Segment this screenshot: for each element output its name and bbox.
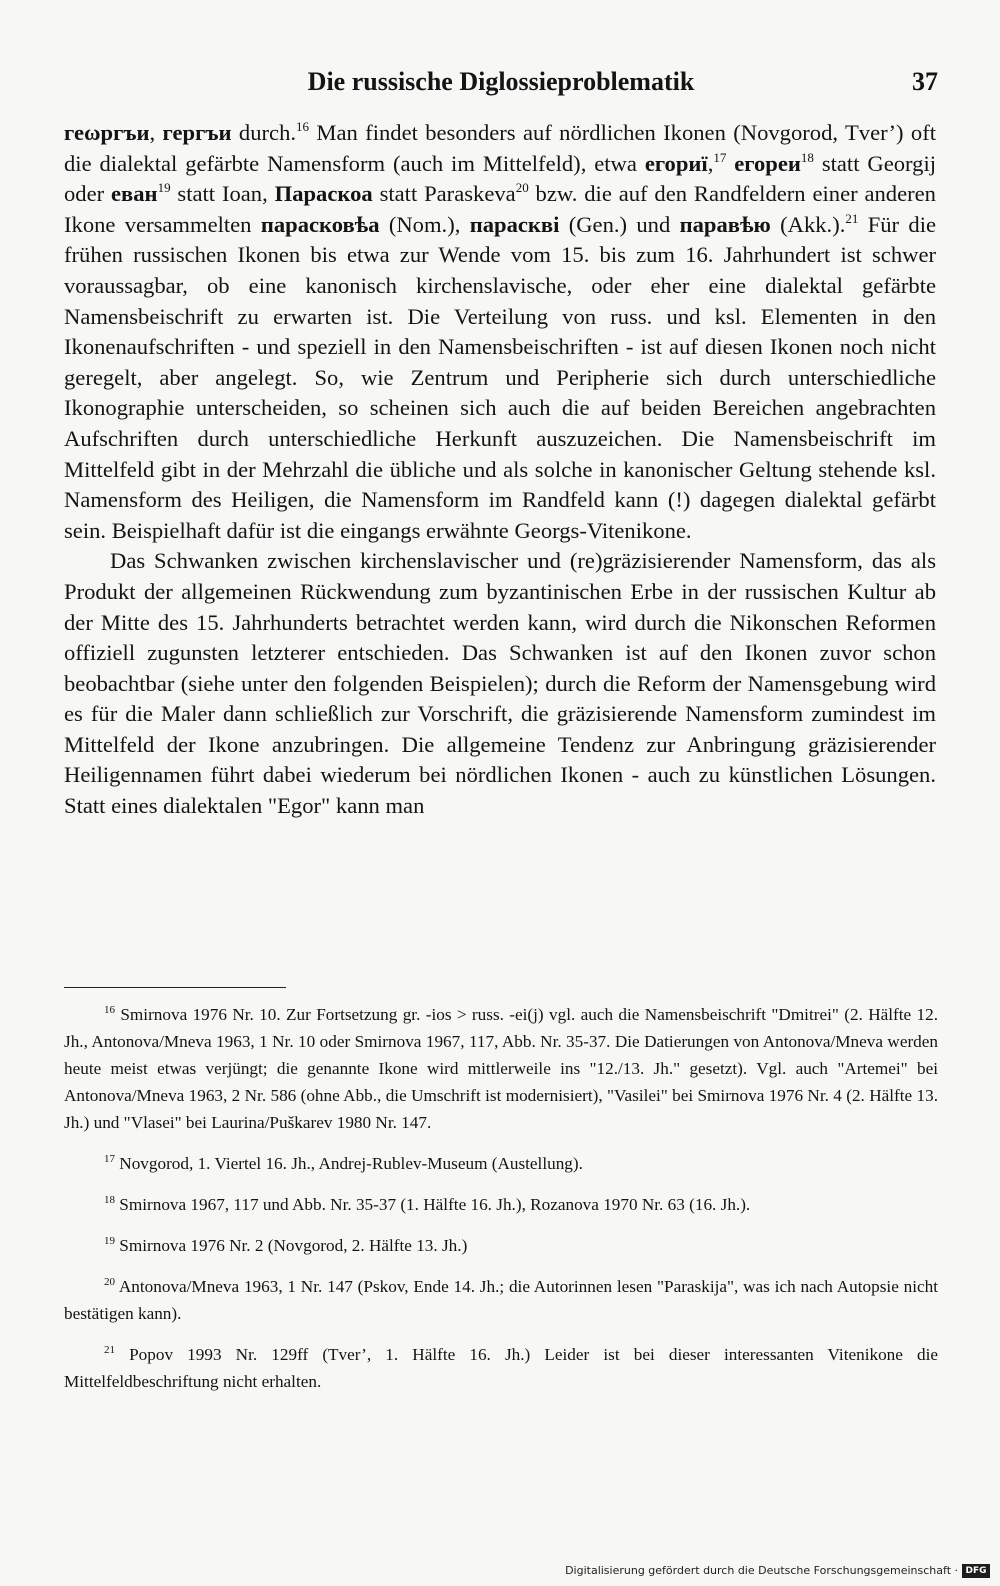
text-run: (Nom.), xyxy=(379,211,470,237)
text-run: statt Paraskeva xyxy=(372,181,516,207)
footnote-number: 21 xyxy=(104,1344,115,1356)
text-run: durch. xyxy=(231,120,297,145)
footnote-text: Smirnova 1976 Nr. 10. Zur Fortsetzung gr. -ios > russ. -ei(j) vgl. auch die Namensbeischrift "Dmitrei" (2. Hälfte 12. Jh., Antonova/Mneva 1963, 1 Nr. 10 oder Smirnova 1967, 117, Abb. Nr. 35-37. Die Datierungen von Antonova/Mneva werden heute meist etwas verjüngt; die genannte Ikone wird mittlerweile ins "12./13. Jh." gesetzt). Vgl. auch "Artemei" bei Antonova/Mneva 1963, 2 Nr. 586 (ohne Abb., die Umschrift ist modernisiert), "Vasilei" bei Smirnova 1976 Nr. 4 (2. Hälfte 13. Jh.) und "Vlasei" bei Laurina/Puškarev 1980 Nr. 147. xyxy=(64,1005,939,1132)
cyrillic-name: парасковѣа xyxy=(260,211,380,237)
footnote-number: 20 xyxy=(104,1276,115,1288)
footnote-text: Smirnova 1976 Nr. 2 (Novgorod, 2. Hälfte 13. Jh.) xyxy=(119,1236,468,1255)
footnote-ref-20[interactable]: 20 xyxy=(515,180,529,196)
text-run: bzw. die auf den Randfeldern einer anderen Ikone versammelten xyxy=(64,181,936,237)
cyrillic-name: Параскоа xyxy=(274,181,373,207)
cyrillic-name: егориї xyxy=(644,150,708,176)
footnote-21 xyxy=(64,1341,938,1395)
footnote-18 xyxy=(64,1191,938,1218)
cyrillic-name: егореи xyxy=(734,150,801,176)
page-title: Die russische Diglossieproblematik xyxy=(307,67,695,96)
footnote-19 xyxy=(64,1232,938,1259)
text-run: , xyxy=(149,120,163,145)
page-number: 37 xyxy=(912,67,938,96)
footnote-ref-16[interactable]: 16 xyxy=(296,119,310,134)
running-head xyxy=(64,62,938,102)
text-run: (Gen.) und xyxy=(559,211,680,237)
footnote-text: Antonova/Mneva 1963, 1 Nr. 147 (Pskov, Ende 14. Jh.; die Autorinnen lesen "Paraskija", was ich nach Autopsie nicht bestätigen kann). xyxy=(64,1277,938,1323)
paragraph-2: Das Schwanken zwischen kirchenslavischer und (re)gräzisierender Namensform, das als Produkt der allgemeinen Rückwendung zum byzantinischen Erbe in der russischen Kultur ab der Mitte des 15. Jahrhunderts betrachtet werden kann, wird durch die Nikonschen Reformen offiziell zugunsten letzterer entschieden. Das Schwanken ist auf den Ikonen zuvor schon beobachtbar (siehe unter den folgenden Beispielen); durch die Reform der Namensgebung wird es für die Maler dann schließlich zur Vorschrift, die gräzisierende Namensform zumindest im Mittelfeld der Ikone anzubringen. Die allgemeine Tendenz zur Anbringung gräzisierender Heiligennamen führt dabei wiederum bei nördlichen Ikonen - auch zu künstlichen Lösungen. Statt eines dialektalen "Egor" kann man xyxy=(64,548,936,819)
footnote-number: 17 xyxy=(104,1153,115,1165)
text-run: Man findet besonders auf nördlichen Ikonen (Novgorod, Tver’) oft die dialektal gefärbte Namensform (auch im Mittelfeld), etwa xyxy=(64,120,936,176)
footnote-20 xyxy=(64,1273,938,1327)
footnote-16 xyxy=(64,1001,938,1136)
text-run: , xyxy=(707,150,714,176)
digitization-credit xyxy=(565,1562,990,1580)
footnote-number: 16 xyxy=(104,1004,115,1016)
footnote-ref-21[interactable]: 21 xyxy=(845,210,859,226)
footnote-number: 19 xyxy=(104,1235,115,1247)
footnote-divider xyxy=(64,987,286,988)
footnote-ref-18[interactable]: 18 xyxy=(800,149,814,165)
footnote-text: Smirnova 1967, 117 und Abb. Nr. 35-37 (1. Hälfte 16. Jh.), Rozanova 1970 Nr. 63 (16. Jh.). xyxy=(119,1195,751,1214)
text-run: Für die frühen russischen Ikonen bis etwa zur Wende vom 15. bis zum 16. Jahrhundert ist schwer voraussagbar, ob eine kanonisch kirchenslavische, oder eher eine dialektal gefärbte Namensbeischrift zu erwarten ist. Die Verteilung von russ. und ksl. Elementen in den Ikonenaufschriften - und speziell in den Namensbeischriften - ist auf diesen Ikonen noch nicht geregelt, aber angelegt. So, wie Zentrum und Peripherie sich durch unterschiedliche Ikonographie unterscheiden, so scheinen sich auch die auf beiden Bereichen angebrachten Aufschriften durch unterschiedliche Herkunft auszuzeichen. Die Namensbeischrift im Mittelfeld gibt in der Mehrzahl die übliche und als solche in kanonischer Geltung stehende ksl. Namensform des Heiligen, die Namensform im Randfeld kann (!) dagegen dialektal gefärbt sein. Beispielhaft dafür ist die eingangs erwähnte Georgs-Vitenikone. xyxy=(64,211,936,543)
cyrillic-name: параскві xyxy=(469,211,560,237)
footnote-ref-17[interactable]: 17 xyxy=(713,149,727,165)
footnote-text: Popov 1993 Nr. 129ff (Tver’, 1. Hälfte 16. Jh.) Leider ist bei dieser interessanten Vitenikone die Mittelfeldbeschriftung nicht erhalten. xyxy=(64,1345,938,1391)
footnote-text: Novgorod, 1. Viertel 16. Jh., Andrej-Rublev-Museum (Austellung). xyxy=(119,1154,583,1173)
text-run: statt Ioan, xyxy=(170,181,275,207)
cyrillic-name: паравѣю xyxy=(679,211,771,237)
footnote-number: 18 xyxy=(104,1194,115,1206)
body-text xyxy=(64,118,936,822)
cyrillic-name: геωргъи xyxy=(64,120,150,145)
dfg-logo: DFG xyxy=(962,1564,990,1578)
footnote-ref-19[interactable]: 19 xyxy=(157,180,171,196)
cyrillic-name: еван xyxy=(111,181,158,207)
footnote-17 xyxy=(64,1150,938,1177)
paragraph-1 xyxy=(64,118,936,546)
cyrillic-name: гергъи xyxy=(162,120,232,145)
text-run: statt Georgij oder xyxy=(64,150,936,207)
footnotes xyxy=(64,1001,938,1409)
text-run: (Akk.). xyxy=(770,211,846,237)
credit-text: Digitalisierung gefördert durch die Deutsche Forschungsgemeinschaft · xyxy=(565,1564,958,1577)
